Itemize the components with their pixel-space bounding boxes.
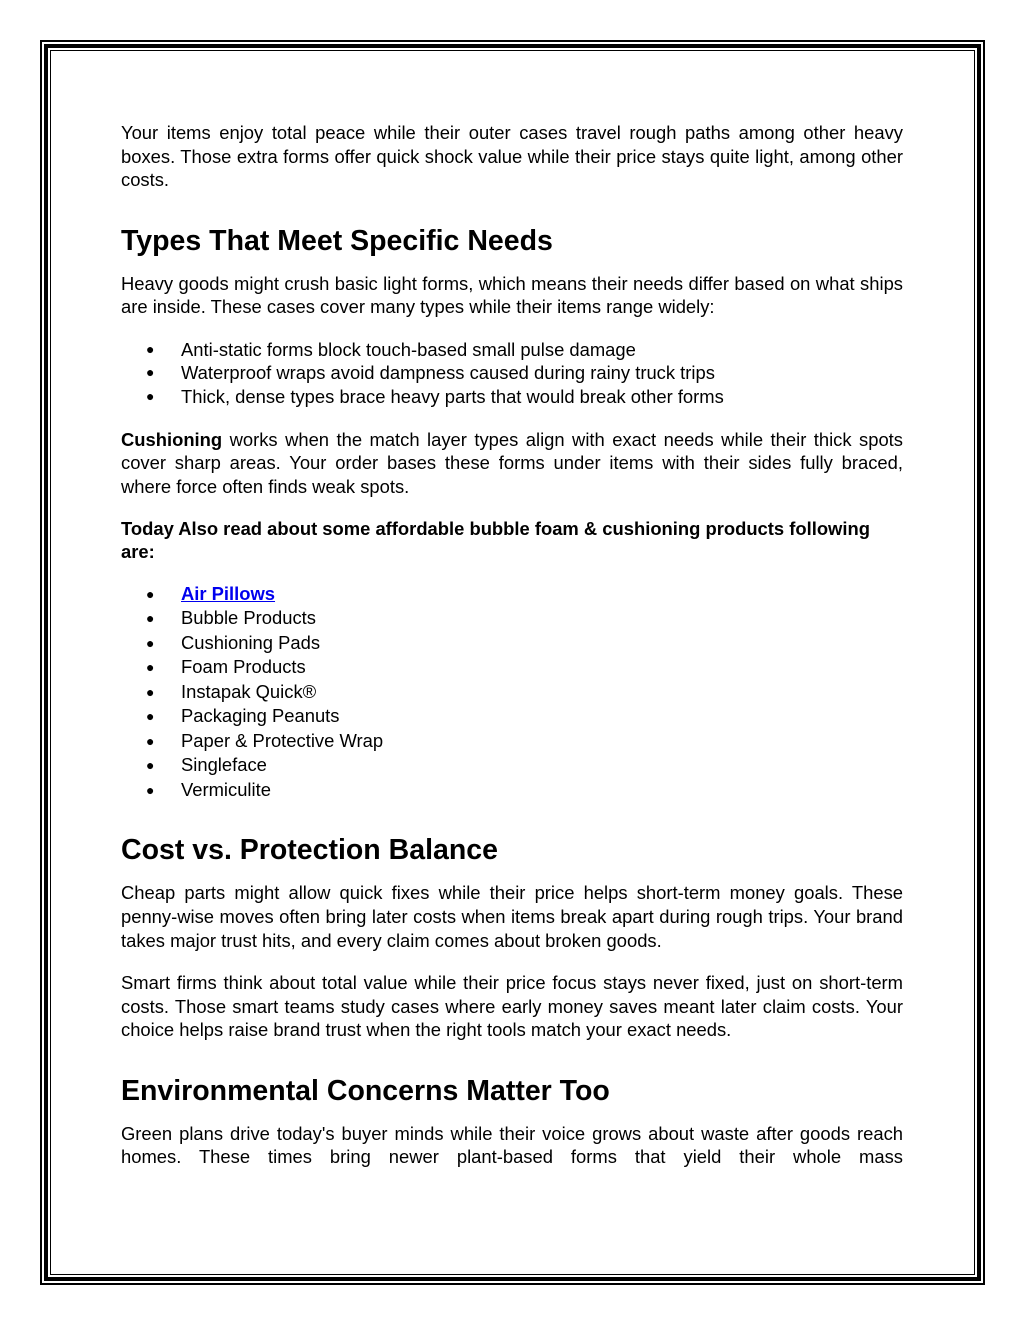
air-pillows-link[interactable]: Air Pillows — [181, 582, 276, 604]
list-item: ● Cushioning Pads — [121, 631, 903, 656]
types-paragraph: Heavy goods might crush basic light forms, which means their needs differ based on what ships are inside. These cases cover many types while their items range widely: — [121, 272, 903, 318]
list-item: ● Bubble Products — [121, 606, 903, 631]
bullet-icon: ● — [146, 364, 155, 381]
bullet-icon: ● — [146, 387, 155, 404]
list-item: ● Waterproof wraps avoid dampness caused during rainy truck trips — [146, 362, 715, 384]
list-item: ● Packaging Peanuts — [121, 704, 903, 729]
needs-bullet-list — [121, 338, 903, 408]
environment-paragraph: Green plans drive today's buyer minds while their voice grows about waste after goods reach homes. These times bring newer plant-based forms that yield their whole mass — [121, 1122, 903, 1168]
bullet-icon: ● — [146, 585, 155, 602]
bullet-icon: ● — [146, 732, 155, 749]
bullet-icon: ● — [146, 610, 155, 627]
cost-paragraph-2: Smart firms think about total value while their price focus stays never fixed, just on short-term costs. Those smart teams study cases where early money saves meant later claim costs. Your choice helps raise brand trust when the right tools match your exact needs. — [121, 972, 903, 1041]
cushioning-paragraph — [121, 428, 903, 499]
bullet-icon: ● — [146, 659, 155, 676]
bullet-icon: ● — [146, 340, 155, 357]
heading-types: Types That Meet Specific Needs — [121, 224, 553, 257]
products-list — [121, 582, 903, 803]
cost-paragraph-1: Cheap parts might allow quick fixes while their price helps short-term money goals. These penny-wise moves often bring later costs when items break apart during rough trips. Your brand takes major trust hits, and every claim comes about broken goods. — [121, 882, 903, 951]
intro-paragraph: Your items enjoy total peace while their outer cases travel rough paths among other heavy boxes. Those extra forms offer quick shock value while their price stays quite light, among other costs. — [121, 122, 903, 191]
bullet-icon: ● — [146, 634, 155, 651]
list-item: ● Thick, dense types brace heavy parts that would break other forms — [146, 385, 724, 407]
bullet-icon: ● — [146, 708, 155, 725]
bullet-icon: ● — [146, 757, 155, 774]
cushioning-text: works when the match layer types align with exact needs while their thick spots cover sharp areas. Your order bases these forms under items with their sides fully braced, where force often finds weak spots. — [121, 428, 903, 498]
heading-cost: Cost vs. Protection Balance — [121, 834, 498, 867]
cushioning-term: Cushioning — [121, 428, 223, 450]
also-read-text: Today Also read about some affordable bubble foam & cushioning products following are: — [121, 517, 870, 563]
list-item: ● Foam Products — [121, 655, 903, 680]
list-item: ● Instapak Quick® — [121, 680, 903, 705]
list-item: ● Singleface — [121, 753, 903, 778]
list-item: ● Vermiculite — [121, 778, 903, 803]
list-item: ● Paper & Protective Wrap — [121, 729, 903, 754]
bullet-icon: ● — [146, 781, 155, 798]
heading-environment: Environmental Concerns Matter Too — [121, 1074, 610, 1107]
list-item: ● Anti-static forms block touch-based small pulse damage — [146, 338, 636, 360]
document-content — [121, 121, 903, 1169]
list-item — [121, 582, 903, 607]
bullet-icon: ● — [146, 683, 155, 700]
